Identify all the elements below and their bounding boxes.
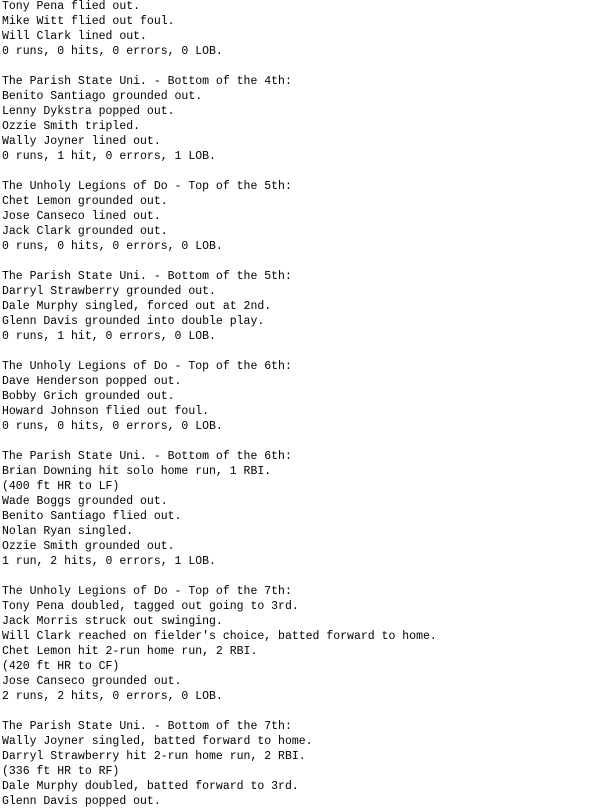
inning-summary: 0 runs, 0 hits, 0 errors, 0 LOB. [2,420,223,433]
play-line: Nolan Ryan singled. [2,525,134,538]
inning-header: The Parish State Uni. - Bottom of the 4th: [2,75,292,88]
play-line: Wade Boggs grounded out. [2,495,168,508]
home-run-detail: (400 ft HR to LF) [2,480,120,493]
play-line: Jose Canseco lined out. [2,210,161,223]
play-line: Chet Lemon hit 2-run home run, 2 RBI. [2,645,258,658]
play-line: Wally Joyner singled, batted forward to home. [2,735,313,748]
inning-summary: 2 runs, 2 hits, 0 errors, 0 LOB. [2,690,223,703]
play-line: Glenn Davis grounded into double play. [2,315,265,328]
play-line: Ozzie Smith grounded out. [2,540,175,553]
inning-header: The Unholy Legions of Do - Top of the 5th: [2,180,292,193]
play-line: Dale Murphy singled, forced out at 2nd. [2,300,272,313]
blank-line [2,254,610,269]
play-line: Benito Santiago flied out. [2,510,182,523]
play-by-play-log [2,0,610,809]
play-line: Dave Henderson popped out. [2,375,182,388]
inning-header: The Parish State Uni. - Bottom of the 6th: [2,450,292,463]
inning-summary: 0 runs, 1 hit, 0 errors, 0 LOB. [2,330,216,343]
play-line: Darryl Strawberry grounded out. [2,285,216,298]
home-run-detail: (420 ft HR to CF) [2,660,120,673]
blank-line [2,434,610,449]
play-line: Dale Murphy doubled, batted forward to 3rd. [2,780,299,793]
play-line: Chet Lemon grounded out. [2,195,168,208]
play-line: Will Clark lined out. [2,30,147,43]
play-line: Howard Johnson flied out foul. [2,405,210,418]
play-line: Brian Downing hit solo home run, 1 RBI. [2,465,272,478]
inning-summary: 0 runs, 0 hits, 0 errors, 0 LOB. [2,240,223,253]
blank-line [2,569,610,584]
play-line: Jack Clark grounded out. [2,225,168,238]
blank-line [2,344,610,359]
blank-line [2,59,610,74]
play-line: Tony Pena doubled, tagged out going to 3rd. [2,600,299,613]
play-line: Tony Pena flied out. [2,0,141,13]
inning-summary: 0 runs, 0 hits, 0 errors, 0 LOB. [2,45,223,58]
play-line: Wally Joyner lined out. [2,135,161,148]
home-run-detail: (336 ft HR to RF) [2,765,120,778]
inning-header: The Parish State Uni. - Bottom of the 5th: [2,270,292,283]
inning-header: The Unholy Legions of Do - Top of the 6th: [2,360,292,373]
inning-summary: 1 run, 2 hits, 0 errors, 1 LOB. [2,555,216,568]
blank-line [2,164,610,179]
play-line: Ozzie Smith tripled. [2,120,141,133]
inning-summary: 0 runs, 1 hit, 0 errors, 1 LOB. [2,150,216,163]
play-line: Glenn Davis popped out. [2,795,161,808]
play-line: Benito Santiago grounded out. [2,90,203,103]
play-line: Darryl Strawberry hit 2-run home run, 2 RBI. [2,750,306,763]
inning-header: The Parish State Uni. - Bottom of the 7th: [2,720,292,733]
blank-line [2,704,610,719]
inning-header: The Unholy Legions of Do - Top of the 7th: [2,585,292,598]
play-line: Will Clark reached on fielder's choice, batted forward to home. [2,630,437,643]
play-line: Bobby Grich grounded out. [2,390,175,403]
play-line: Lenny Dykstra popped out. [2,105,175,118]
play-line: Jose Canseco grounded out. [2,675,182,688]
play-line: Jack Morris struck out swinging. [2,615,223,628]
play-line: Mike Witt flied out foul. [2,15,175,28]
